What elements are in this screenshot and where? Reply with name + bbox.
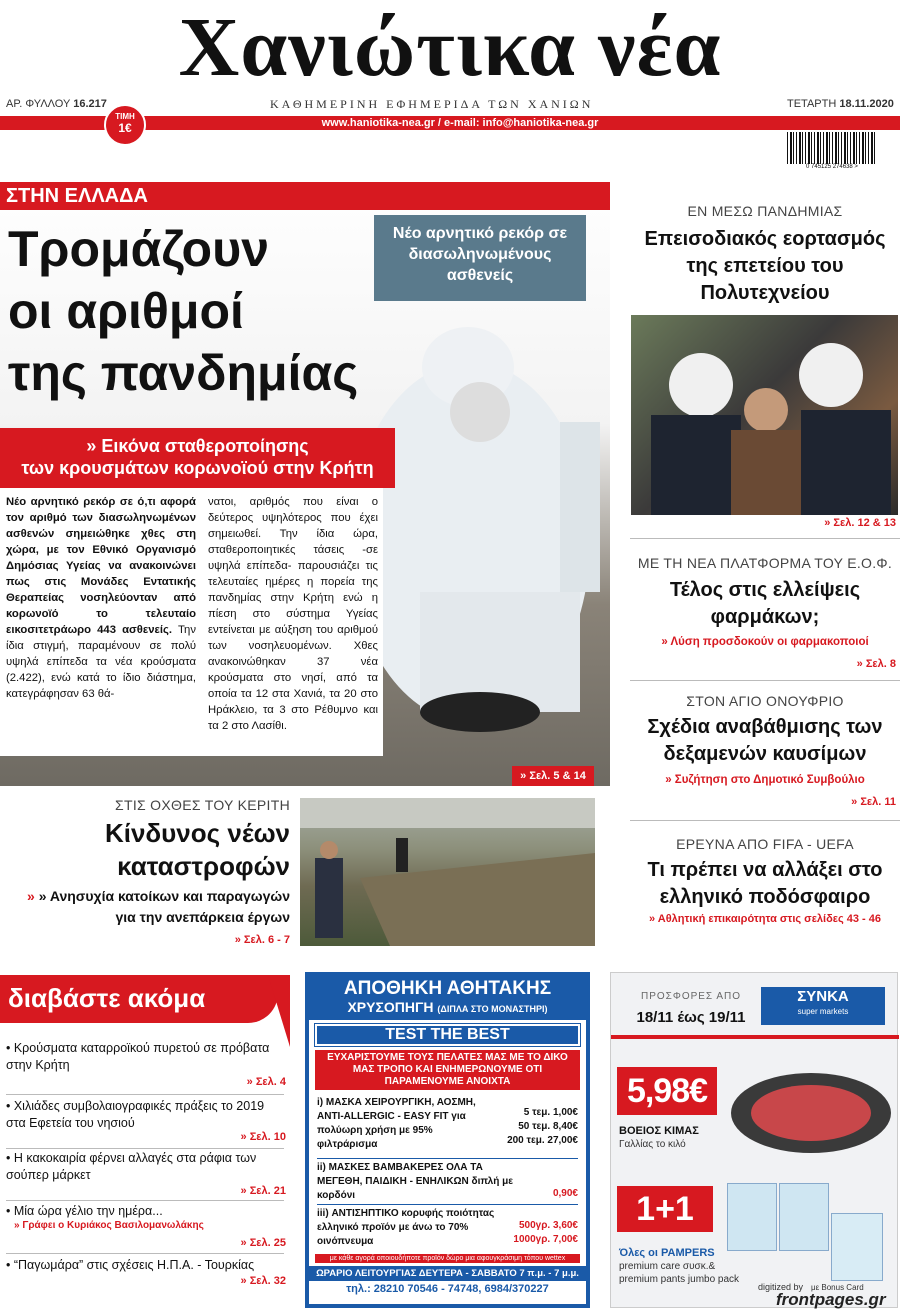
lead-body-1: Την ίδια στιγμή, παραμένουν σε πολύ υψηλά επίπεδα τα νέα κρούσματα (2.422), ενώ κατά το ίδιο διάστημα, κατεγράφησαν 63 θά- xyxy=(6,624,196,700)
mid-headline-line: Κίνδυνος νέων xyxy=(104,818,290,848)
ad1-subtitle xyxy=(309,999,586,1017)
ad1-item-1-text: i) ΜΑΣΚΑ ΧΕΙΡΟΥΡΓΙΚΗ, ΑΟΣΜΗ, ANTI-ALLERGIC - EASY FIT για πολύωρη χρήση με 95% φιλτράρισμα xyxy=(317,1097,476,1150)
divider xyxy=(630,820,900,821)
ad1-item-2 xyxy=(317,1158,578,1204)
read-more-item-4[interactable]: • Μία ώρα γέλιο την ημέρα... xyxy=(6,1204,163,1218)
divider xyxy=(6,1200,284,1201)
divider xyxy=(630,538,900,539)
synka-logo xyxy=(761,987,885,1025)
read-more-page-5[interactable]: » Σελ. 32 xyxy=(240,1275,286,1287)
lead-callout-box: Νέο αρνητικό ρεκόρ σε διασωληνωμένους ασθενείς xyxy=(374,215,586,301)
story1-headline[interactable]: Επεισοδιακός εορτασμός της επετείου του Πολυτεχνείου xyxy=(644,228,886,304)
lead-headline-line: της πανδημίας xyxy=(8,345,359,401)
divider xyxy=(6,1094,284,1095)
ad1-subtitle-note: (ΔΙΠΛΑ ΣΤΟ ΜΟΝΑΣΤΗΡΙ) xyxy=(437,1004,548,1014)
ad1-slogan: TEST THE BEST xyxy=(315,1024,580,1046)
ad1-note: με κάθε αγορά οποιουδήποτε προϊόν δώρο μια αφουγκράσιμη τόπου wettex xyxy=(315,1254,580,1263)
ad1-price: 50 τεμ. 8,40€ xyxy=(518,1121,578,1132)
read-more-item-4-sub: » Γράφει ο Κυριάκος Βασιλομανωλάκης xyxy=(14,1220,204,1231)
diaper-pack-icon xyxy=(831,1213,883,1281)
lead-headline-line: Τρομάζουν xyxy=(8,221,270,277)
read-more-title: διαβάστε ακόμα xyxy=(0,975,278,1023)
ad1-item-3 xyxy=(317,1204,578,1254)
divider xyxy=(6,1148,284,1149)
story1-page-text: » Σελ. 12 & 13 xyxy=(824,517,896,529)
story3-page[interactable]: » Σελ. 11 xyxy=(851,796,896,808)
mid-page[interactable]: » Σελ. 6 - 7 xyxy=(234,934,290,946)
issue-info xyxy=(6,98,107,110)
footer-site[interactable]: frontpages.gr xyxy=(776,1290,886,1309)
digitized-label: digitized by xyxy=(758,1282,804,1292)
issue-number: 16.217 xyxy=(73,98,107,110)
lead-subheadline xyxy=(0,428,395,488)
ad2-price: 5,98€ xyxy=(617,1067,717,1115)
mid-photo xyxy=(300,798,595,946)
ad1-item-1 xyxy=(317,1096,578,1158)
ad1-item-2-price: 0,90€ xyxy=(552,1188,578,1199)
ad2-offers-label: ΠΡΟΣΦΟΡΕΣ ΑΠΟ xyxy=(640,991,742,1002)
story2-kicker: ΜΕ ΤΗ ΝΕΑ ΠΛΑΤΦΟΡΜΑ ΤΟΥ Ε.Ο.Φ. xyxy=(637,555,893,571)
read-more-page-2[interactable]: » Σελ. 10 xyxy=(240,1131,286,1143)
read-more-page-3[interactable]: » Σελ. 21 xyxy=(240,1185,286,1197)
mid-sub xyxy=(0,886,290,928)
ad1-item-3-prices xyxy=(513,1219,578,1247)
mid-sub-line: » » Ανησυχία κατοίκων και παραγωγών xyxy=(27,888,290,904)
ad2-card: με Bonus Card xyxy=(811,1283,864,1292)
ad1-item-1-prices xyxy=(507,1106,578,1148)
day: ΤΕΤΑΡΤΗ xyxy=(787,98,837,110)
price-badge xyxy=(104,104,146,146)
ad2-product: ΒΟΕΙΟΣ ΚΙΜΑΣ xyxy=(619,1125,699,1137)
lead-headline[interactable] xyxy=(8,218,388,404)
lead-column-2: νατοι, αριθμός που είναι ο δεύτερος υψηλότερος που έχει σημειωθεί. Την ίδια ώρα, σταθεροποιητικές τάσεις -σε υψηλά επίπεδα- παρουσιάζει τις τελευταίες ημέρες η πορεία της πανδημίας στην Κρήτη ενώ η πίεση στο σύστημα Υγείας εντείνεται με αύξηση του αριθμού των νοσηλευομένων. Χθες ανακοινώθηκαν 37 νέα κρούσματα στο νησί, από τα οποία τα 12 στα Χανιά, τα 20 στο Ηράκλειο, τα 3 στο Ρέθυμνο και τα 2 στο Λασίθι. xyxy=(208,496,378,732)
story3-sub: » Συζήτηση στο Δημοτικό Συμβούλιο xyxy=(665,774,865,786)
mid-sub-line: για την ανεπάρκεια έργων xyxy=(115,909,290,925)
ad2-product-image xyxy=(731,1073,891,1153)
story1-photo-figures xyxy=(631,315,898,515)
divider xyxy=(6,1253,284,1254)
ad-athitakis[interactable] xyxy=(305,972,590,1308)
mid-photo-scene xyxy=(300,798,595,946)
lead-section-label: ΣΤΗΝ ΕΛΛΑΔΑ xyxy=(0,182,610,210)
date: 18.11.2020 xyxy=(839,98,894,110)
read-more-item-3[interactable]: • Η κακοκαιρία φέρνει αλλαγές στα ράφια των σούπερ μάρκετ xyxy=(6,1151,257,1182)
ad2-divider xyxy=(611,1035,899,1039)
ad2-promo-text-2: premium care συσκ.& xyxy=(619,1261,716,1272)
ad1-title: ΑΠΟΘΗΚΗ ΑΘΗΤΑΚΗΣ xyxy=(343,978,552,999)
ad2-promo: 1+1 xyxy=(617,1186,713,1232)
synka-logo-text: ΣΥΝΚΑ xyxy=(797,988,849,1005)
price-value: 1€ xyxy=(118,121,132,135)
story2-headline[interactable]: Τέλος στις ελλείψεις φαρμάκων; xyxy=(669,579,861,628)
price-label: ΤΙΜΗ xyxy=(115,112,135,121)
ad1-price: 200 τεμ. 27,00€ xyxy=(507,1135,578,1146)
pampers-packs xyxy=(727,1183,889,1283)
ad1-price: 1000γρ. 7,00€ xyxy=(513,1234,578,1245)
mid-sub-text: » Ανησυχία κατοίκων και παραγωγών xyxy=(38,888,290,904)
contact-line[interactable]: www.haniotika-nea.gr / e-mail: info@haniotika-nea.gr xyxy=(321,117,599,129)
mid-headline[interactable] xyxy=(0,817,290,883)
story4-kicker: ΕΡΕΥΝΑ ΑΠΟ FIFA - UEFA xyxy=(676,836,854,852)
read-more-page-1[interactable]: » Σελ. 4 xyxy=(246,1076,286,1088)
mid-kicker: ΣΤΙΣ ΟΧΘΕΣ ΤΟΥ ΚΕΡΙΤΗ xyxy=(115,797,290,813)
story1-photo xyxy=(631,315,898,515)
story1-page[interactable] xyxy=(780,517,896,529)
read-more-page-4[interactable]: » Σελ. 25 xyxy=(240,1237,286,1249)
story2-page[interactable]: » Σελ. 8 xyxy=(856,658,896,670)
lead-page-ref[interactable]: » Σελ. 5 & 14 xyxy=(512,766,594,786)
masthead-title: Χανιώτικα νέα xyxy=(178,1,722,94)
ad2-promo-text-1: Όλες οι PAMPERS xyxy=(619,1247,715,1259)
ad-synka[interactable] xyxy=(610,972,898,1308)
story4-sub: » Αθλητική επικαιρότητα στις σελίδες 43 - 46 xyxy=(648,913,882,925)
synka-logo-sub: super markets xyxy=(797,1007,849,1016)
ad2-promo-text-3: premium pants jumbo pack xyxy=(619,1274,740,1285)
lead-subheadline-line: » Εικόνα σταθεροποίησης xyxy=(86,436,309,456)
ground-beef-icon xyxy=(751,1085,871,1141)
ad2-dates: 18/11 έως 19/11 xyxy=(636,1009,746,1026)
tagline: ΚΑΘΗΜΕΡΙΝΗ ΕΦΗΜΕΡΙΔΑ ΤΩΝ ΧΑΝΙΩΝ xyxy=(270,97,594,111)
diaper-pack-icon xyxy=(727,1183,777,1251)
lead-intro-bold: Νέο αρνητικό ρεκόρ σε ό,τι αφορά τον αριθμό των διασωληνωμένων ασθενών σημειώθηκε χθες στη χώρα, με τον Εθνικό Οργανισμό Δημόσιας Υγείας να ανακοινώνει πως στις Μονάδες Εντατικής Θεραπείας νοσηλεύονταν από κορωνοϊό το τελευταίο εικοσιτετράωρο 443 ασθενείς. xyxy=(6,496,196,636)
ad1-phone[interactable]: τηλ.: 28210 70546 - 74748, 6984/370227 xyxy=(346,1283,549,1295)
ad1-header xyxy=(309,976,586,1020)
read-more-item-2[interactable]: • Χιλιάδες συμβολαιογραφικές πράξεις το 2019 στα Εφετεία του νησιού xyxy=(6,1099,265,1130)
mid-headline-line: καταστροφών xyxy=(117,851,290,881)
barcode-number: 0 745125 274638 > xyxy=(806,164,858,170)
issue-label: ΑΡ. ΦΥΛΛΟΥ xyxy=(6,98,71,110)
ad2-product-sub: Γαλλίας το κιλό xyxy=(619,1139,686,1150)
divider xyxy=(630,680,900,681)
ad1-thanks: ΕΥΧΑΡΙΣΤΟΥΜΕ ΤΟΥΣ ΠΕΛΑΤΕΣ ΜΑΣ ΜΕ ΤΟ ΔΙΚΟ ΜΑΣ ΤΡΟΠΟ ΚΑΙ ΕΝΗΜΕΡΩΝΟΥΜΕ ΟΤΙ ΠΑΡΑΜΕΝΟΥΜΕ ΑΝΟΙΧΤΑ xyxy=(315,1050,580,1090)
story4-headline[interactable]: Τι πρέπει να αλλάξει στο ελληνικό ποδόσφαιρο xyxy=(647,859,883,908)
diaper-pack-icon xyxy=(779,1183,829,1251)
read-more-item-1[interactable]: • Κρούσματα καταρροϊκού πυρετού σε πρόβατα στην Κρήτη xyxy=(6,1041,270,1072)
barcode xyxy=(787,132,877,174)
ad1-item-3-text: iii) ΑΝΤΙΣΗΠΤΙΚΟ κορυφής ποιότητας ελληνικό προϊόν με άνω το 70% οινόπνευμα xyxy=(317,1208,495,1247)
lead-headline-line: οι αριθμοί xyxy=(8,283,244,339)
lead-subheadline-line: των κρουσμάτων κορωνοϊού στην Κρήτη xyxy=(21,458,374,478)
story2-sub: » Λύση προσδοκούν οι φαρμακοποιοί xyxy=(661,636,869,648)
ad1-item-2-text: ii) ΜΑΣΚΕΣ ΒΑΜΒΑΚΕΡΕΣ ΟΛΑ ΤΑ ΜΕΓΕΘΗ, ΠΑΙΔΙΚΗ - ΕΝΗΛΙΚΩΝ διπλή με κορδόνι xyxy=(317,1162,513,1201)
date-info xyxy=(787,98,894,110)
ad1-price: 500γρ. 3,60€ xyxy=(518,1220,578,1231)
lead-column-1 xyxy=(6,494,196,702)
story3-headline[interactable]: Σχέδια αναβάθμισης των δεξαμενών καυσίμων xyxy=(647,716,883,765)
story3-kicker: ΣΤΟΝ ΑΓΙΟ ΟΝΟΥΦΡΙΟ xyxy=(686,693,844,709)
read-more-item-5[interactable]: • “Παγωμάρα” στις σχέσεις Η.Π.Α. - Τουρκίας xyxy=(6,1258,255,1272)
ad1-price: 5 τεμ. 1,00€ xyxy=(523,1107,578,1118)
ad1-hours: ΩΡΑΡΙΟ ΛΕΙΤΟΥΡΓΙΑΣ ΔΕΥΤΕΡΑ - ΣΑΒΒΑΤΟ 7 π.μ. - 7 μ.μ. xyxy=(309,1266,586,1281)
ad1-subtitle-text: ΧΡΥΣΟΠΗΓΗ xyxy=(347,999,434,1015)
story1-kicker: ΕΝ ΜΕΣΩ ΠΑΝΔΗΜΙΑΣ xyxy=(687,203,843,219)
